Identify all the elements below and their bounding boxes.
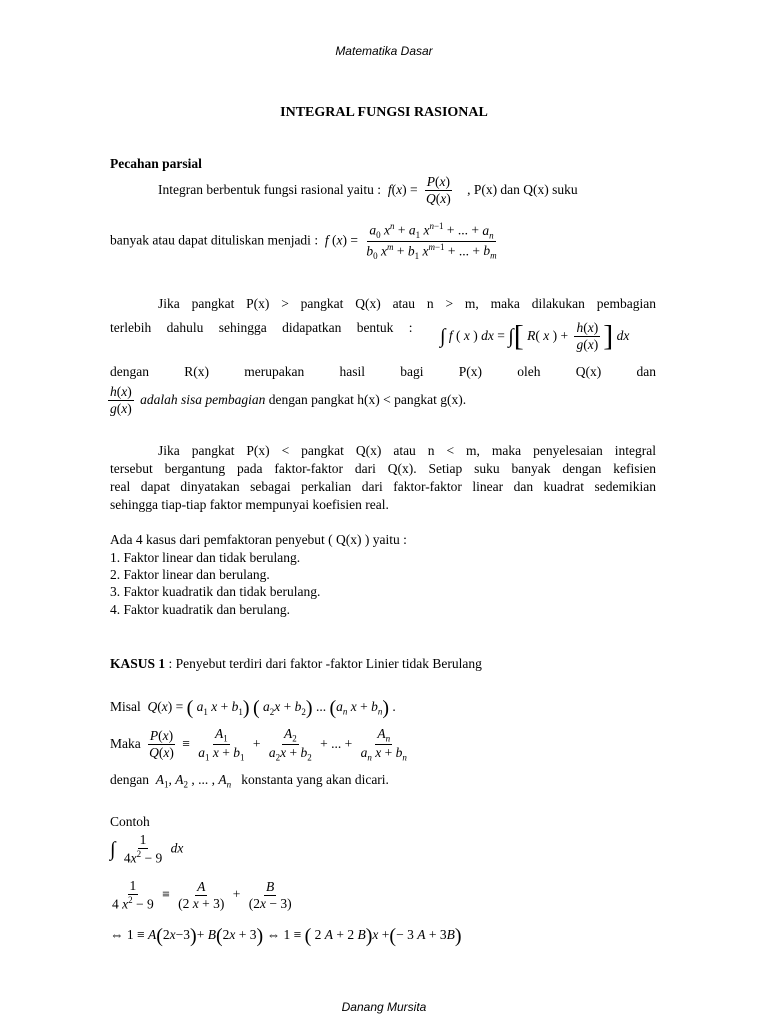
p2-line4-tail: dengan pangkat h(x) < pangkat g(x). [268,391,467,407]
dengan-label: dengan [110,772,149,787]
maka-label: Maka [110,736,141,752]
fraction-px-over-qx: $\frac{P(x)}{Q(x)}$ [425,174,451,207]
kasus-1-label: KASUS 1 [110,656,166,671]
kasus-1-text: : Penyebut terdiri dari faktor -faktor Linier tidak Berulang [168,656,482,671]
p2-line2-text: terlebih dahulu sehingga didapatkan bentuk : [110,320,413,335]
example-decomposition: $\frac{1}{4 x^2 - 9}$ ≡ $\frac{A}{(2 x + 3)}$ + $\frac{B}{(2x - 3)}$ [112,878,292,912]
paragraph-2-line-3 [110,364,656,381]
paragraph-2-line-1: Jika pangkat P(x) > pangkat Q(x) atau n > m, maka dilakukan pembagian [158,296,656,311]
dengan-line: dengan $A_1$, $A_2$ , ... , $A_n$ konstanta yang akan dicari. [110,772,389,790]
fraction-hx-over-gx-2: $\frac{h(x)}{g(x)}$ [110,384,132,417]
page-header: Matematika Dasar [335,44,433,58]
paragraph-3-line-1: Jika pangkat P(x) < pangkat Q(x) atau n < m, maka penyelesaian integral [158,443,656,458]
section-heading-pecahan-parsial: Pecahan parsial [110,156,202,171]
page-title: INTEGRAL FUNGSI RASIONAL [280,105,488,120]
word: Q(x) [575,364,602,379]
paragraph-1-line-1: Integran berbentuk fungsi rasional yaitu : f(x) = $\frac{P(x)}{Q(x)}$ , P(x) dan Q(x) suku [158,174,578,207]
paragraph-3-line-4: sehingga tiap-tiap faktor mempunyai koefisien real. [110,497,389,512]
paragraph-3-line-3: real dapat dinyatakan sebagai perkalian dari faktor-faktor linear dan kuadrat sedemikian [110,479,656,494]
p2-line4-italic: adalah sisa pembagian [140,391,266,407]
misal-line: Misal Q(x) = ( $a_1$ $x + b_1$) ( $a_2x + b_2$) ... ($a_n$ $x + b_n$) . [110,697,396,719]
dengan-tail: konstanta yang akan dicari. [241,772,389,787]
word: hasil [339,364,365,379]
paragraph-3-line-2: tersebut bergantung pada faktor-faktor dari Q(x). Setiap suku banyak dengan kefisien [110,461,656,476]
example-integral: ∫ $\frac{1}{4x^2 - 9}$ dx [110,832,184,866]
fraction-a2: $\frac{A_2}{a_2x + b_2}$ [268,726,312,764]
paragraph-2-line-2 [110,319,656,353]
fraction-an: $\frac{A_n}{a_n x + b_n}$ [360,726,407,764]
word: merupakan [244,364,305,379]
list-item: 3. Faktor kuadratik dan tidak berulang. [110,584,321,599]
maka-line: Maka $\frac{P(x)}{Q(x)}$ ≡ $\frac{A_1}{a_1 x + b_1}$ + $\frac{A_2}{a_2x + b_2}$ + ... + $\frac{A_n}{a_n x + b_n}$ [110,726,407,764]
fraction-px-over-qx-2: $\frac{P(x)}{Q(x)}$ [149,728,174,761]
formula-integral-division: ∫ f ( x ) dx = ∫[ R( x ) + $\frac{h(x)}{g(x)}$ ] dx [440,319,630,353]
kasus-1-heading [110,656,482,673]
word: bagi [400,364,424,379]
fraction-one-over-quadratic-2: $\frac{1}{4 x^2 - 9}$ [112,878,154,912]
p1-line2-text: banyak atau dapat dituliskan menjadi : [110,232,319,248]
word: oleh [517,364,541,379]
word: R(x) [184,364,209,379]
fraction-one-over-quadratic: $\frac{1}{4x^2 - 9}$ [123,832,163,866]
word: dan [636,364,656,379]
p1-line1-text: Integran berbentuk fungsi rasional yaitu : [158,181,382,197]
fraction-polynomial: $\frac{a_0 x^n + a_1 x^{n-1} + ... + a_n}{b_0 x^m + b_1 x^{m-1} + ... + b_m}$ [366,221,497,262]
list-item: 2. Faktor linear dan berulang. [110,567,270,582]
list-item: 4. Faktor kuadratik dan berulang. [110,602,290,617]
paragraph-1-line-2: banyak atau dapat dituliskan menjadi : f (x) = $\frac{a_0 x^n + a_1 x^{n-1} + ... + a_n}{b_0 x^m + b_1 x^{m-1} + ... + b_m}$ [110,221,497,262]
paragraph-2-line-4 [108,384,466,417]
fraction-hx-over-gx: $\frac{h(x)}{g(x)}$ [576,320,599,353]
list-item: 1. Faktor linear dan tidak berulang. [110,550,301,565]
p1-line1-tail: , P(x) dan Q(x) suku [467,181,578,197]
fraction-a1: $\frac{A_1}{a_1 x + b_1}$ [198,726,245,764]
cases-intro: Ada 4 kasus dari pemfaktoran penyebut ( Q(x) ) yaitu : [110,532,407,547]
contoh-label: Contoh [110,814,150,829]
word: dengan [110,364,149,379]
word: P(x) [458,364,482,379]
fraction-b-over-2x-minus-3: $\frac{B}{(2x - 3)}$ [248,878,292,911]
formula-fx-ratio: f [384,181,392,197]
misal-label: Misal [110,699,141,715]
fraction-a-over-2x-plus-3: $\frac{A}{(2 x + 3)}$ [178,878,225,911]
page-footer: Danang Mursita [341,1000,427,1014]
example-equivalence: ⇔ 1 ≡ A(2x−3)+ B(2x + 3) ⇔ 1 ≡ ( 2 A + 2 B)x +(− 3 A + 3B) [110,925,462,947]
